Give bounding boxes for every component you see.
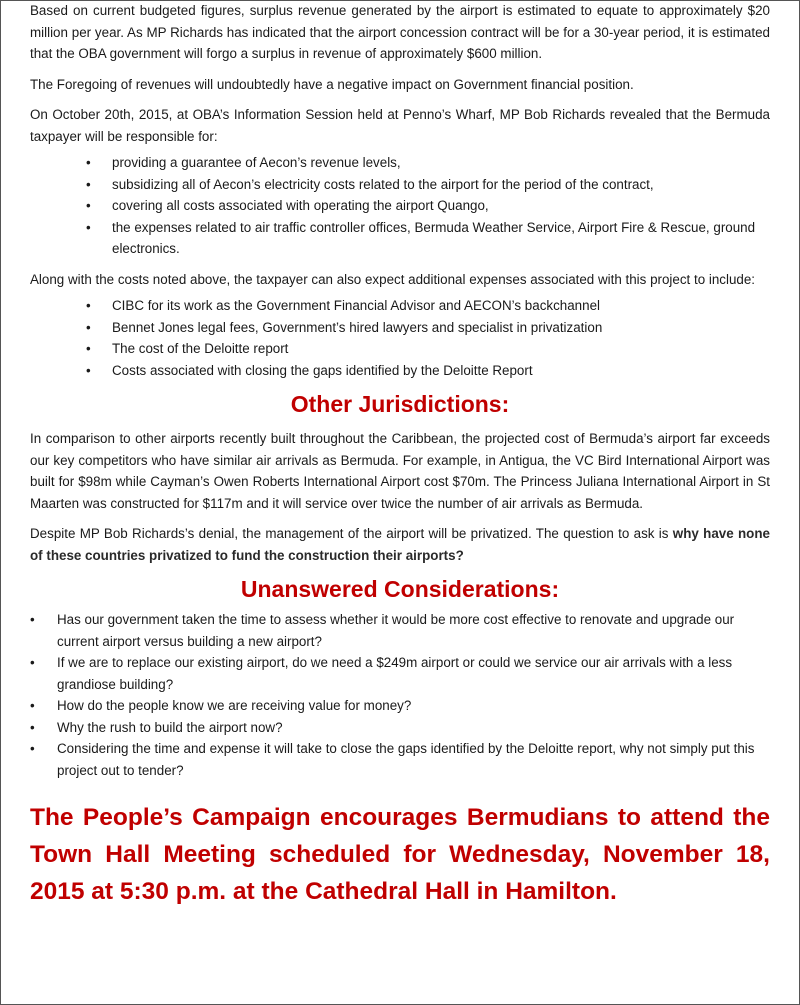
considerations-list (30, 609, 770, 781)
list-item: • Considering the time and expense it will take to close the gaps identified by the Deloitte report, why not simply put this project out to tender? (30, 738, 770, 781)
list-item: • Bennet Jones legal fees, Government’s hired lawyers and specialist in privatization (30, 317, 770, 339)
list-item: • Has our government taken the time to assess whether it would be more cost effective to renovate and upgrade our current airport versus building a new airport? (30, 609, 770, 652)
list-item: • subsidizing all of Aecon’s electricity costs related to the airport for the period of the contract, (30, 174, 770, 196)
list-item: • How do the people know we are receiving value for money? (30, 695, 770, 717)
unanswered-considerations-heading: Unanswered Considerations: (240, 576, 560, 602)
list-item: • providing a guarantee of Aecon’s revenue levels, (30, 152, 770, 174)
list-item: • covering all costs associated with operating the airport Quango, (30, 195, 770, 217)
list-item: • CIBC for its work as the Government Financial Advisor and AECON’s backchannel (30, 295, 770, 317)
taxpayer-responsibility-list (30, 152, 770, 260)
list-item: • The cost of the Deloitte report (30, 338, 770, 360)
list-item: • Why the rush to build the airport now? (30, 717, 770, 739)
info-session-paragraph: On October 20th, 2015, at OBA’s Information Session held at Penno’s Wharf, MP Bob Richards revealed that the Bermuda taxpayer will be responsible for: (30, 107, 770, 144)
privatization-paragraph (30, 523, 770, 566)
additional-costs-paragraph: Along with the costs noted above, the taxpayer can also expect additional expenses associated with this project to include: (30, 271, 756, 287)
revenue-paragraph: Based on current budgeted figures, surplus revenue generated by the airport is estimated to equate to approximately $20 million per year. As MP Richards has indicated that the airport concession contract will be for a 30-year period, it is estimated that the OBA government will forgo a surplus in revenue of approximately $600 million. (30, 3, 770, 61)
comparison-paragraph: In comparison to other airports recently built throughout the Caribbean, the projected cost of Bermuda’s airport far exceeds our key competitors who have similar air arrivals as Bermuda. For example, in Antigua, the VC Bird International Airport was built for $98m while Cayman’s Owen Roberts International Airport cost $70m. The Princess Juliana International Airport in St Maarten was constructed for $117m and it will service over twice the number of air arrivals as Bermuda. (30, 431, 770, 511)
document-body (30, 0, 770, 910)
list-item: • Costs associated with closing the gaps identified by the Deloitte Report (30, 360, 770, 382)
privatization-text: Despite MP Bob Richards’s denial, the management of the airport will be privatized. The question to ask is (30, 526, 673, 541)
additional-costs-list (30, 295, 770, 381)
negative-impact-paragraph: The Foregoing of revenues will undoubtedly have a negative impact on Government financial position. (30, 76, 634, 92)
town-hall-callout: The People’s Campaign encourages Bermudians to attend the Town Hall Meeting scheduled for Wednesday, November 18, 2015 at 5:30 p.m. at the Cathedral Hall in Hamilton. (30, 804, 770, 905)
other-jurisdictions-heading: Other Jurisdictions: (290, 391, 510, 417)
list-item: • If we are to replace our existing airport, do we need a $249m airport or could we service our air arrivals with a less grandiose building? (30, 652, 770, 695)
list-item: • the expenses related to air traffic controller offices, Bermuda Weather Service, Airport Fire & Rescue, ground electronics. (30, 217, 770, 260)
privatization-question: why have none of these countries privatized to fund the construction their airports? (30, 526, 770, 563)
